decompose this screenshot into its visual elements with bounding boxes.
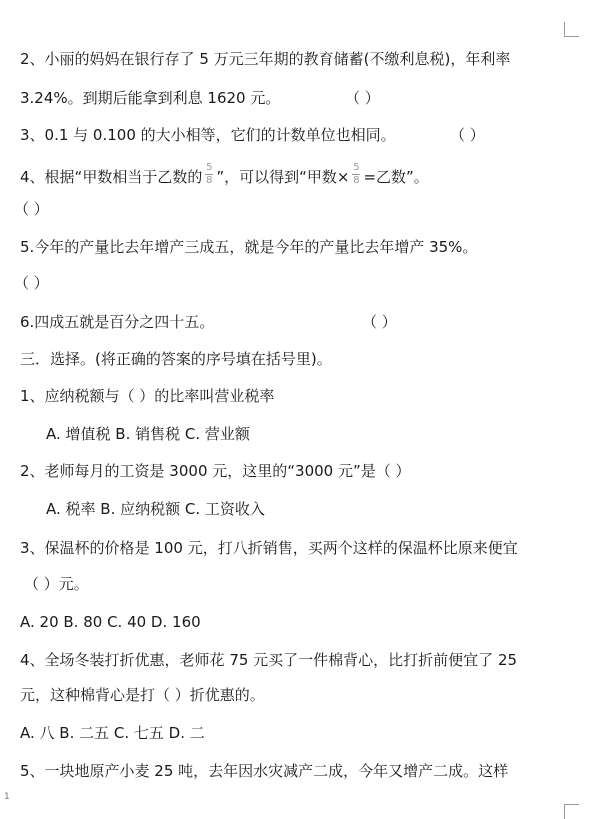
crop-mark-top-right [564, 22, 579, 37]
answer-blank[interactable]: （ ） [450, 126, 485, 144]
q4-part1: 4、根据“甲数相当于乙数的 [20, 168, 203, 186]
c4-line1: 4、全场冬装打折优惠，老师花 75 元买了一件棉背心，比打折前便宜了 25 [20, 651, 518, 669]
c1-options: A. 增值税 B. 销售税 C. 营业额 [46, 425, 250, 443]
answer-blank[interactable]: （ ） [362, 313, 397, 331]
answer-blank[interactable]: （ ） [14, 274, 49, 292]
c3-options: A. 20 B. 80 C. 40 D. 160 [20, 613, 201, 631]
c3-line2: （ ）元。 [24, 575, 89, 593]
answer-blank[interactable]: （ ） [14, 200, 49, 218]
c2-question: 2、老师每月的工资是 3000 元，这里的“3000 元”是（ ） [20, 462, 411, 480]
page-number: 1 [4, 792, 10, 802]
q6-text: 6.四成五就是百分之四十五。 [20, 313, 215, 331]
q4-line1 [20, 162, 429, 186]
c2-options: A. 税率 B. 应纳税额 C. 工资收入 [46, 500, 265, 518]
c4-options: A. 八 B. 二五 C. 七五 D. 二 [20, 724, 205, 742]
q3-text: 3、0.1 与 0.100 的大小相等，它们的计数单位也相同。 [20, 126, 396, 144]
fraction: $\frac{5}{8}$ [353, 162, 360, 186]
c3-line1: 3、保温杯的价格是 100 元，打八折销售，买两个这样的保温杯比原来便宜 [20, 539, 518, 557]
q2-line2-text: 3.24%。到期后能拿到利息 1620 元。 [20, 89, 281, 107]
q5-line: 5.今年的产量比去年增产三成五，就是今年的产量比去年增产 35%。 [20, 238, 478, 256]
c1-question: 1、应纳税额与（ ）的比率叫营业税率 [20, 387, 275, 405]
crop-mark-bottom-right [564, 804, 579, 819]
q3-line [20, 125, 485, 145]
q4-part2: ”，可以得到“甲数× [216, 168, 350, 186]
q2-line1: 2、小丽的妈妈在银行存了 5 万元三年期的教育储蓄(不缴利息税)，年利率 [20, 50, 511, 68]
c4-line2: 元，这种棉背心是打（ ）折优惠的。 [20, 686, 265, 704]
q4-part3: =乙数”。 [363, 168, 429, 186]
q2-line2 [20, 88, 380, 108]
section3-heading: 三．选择。(将正确的答案的序号填在括号里)。 [20, 350, 332, 368]
c5-line1: 5、一块地原产小麦 25 吨，去年因水灾减产二成，今年又增产二成。这样 [20, 762, 509, 780]
q6-line [20, 312, 397, 332]
answer-blank[interactable]: （ ） [345, 89, 380, 107]
fraction: $\frac{5}{8}$ [206, 162, 213, 186]
